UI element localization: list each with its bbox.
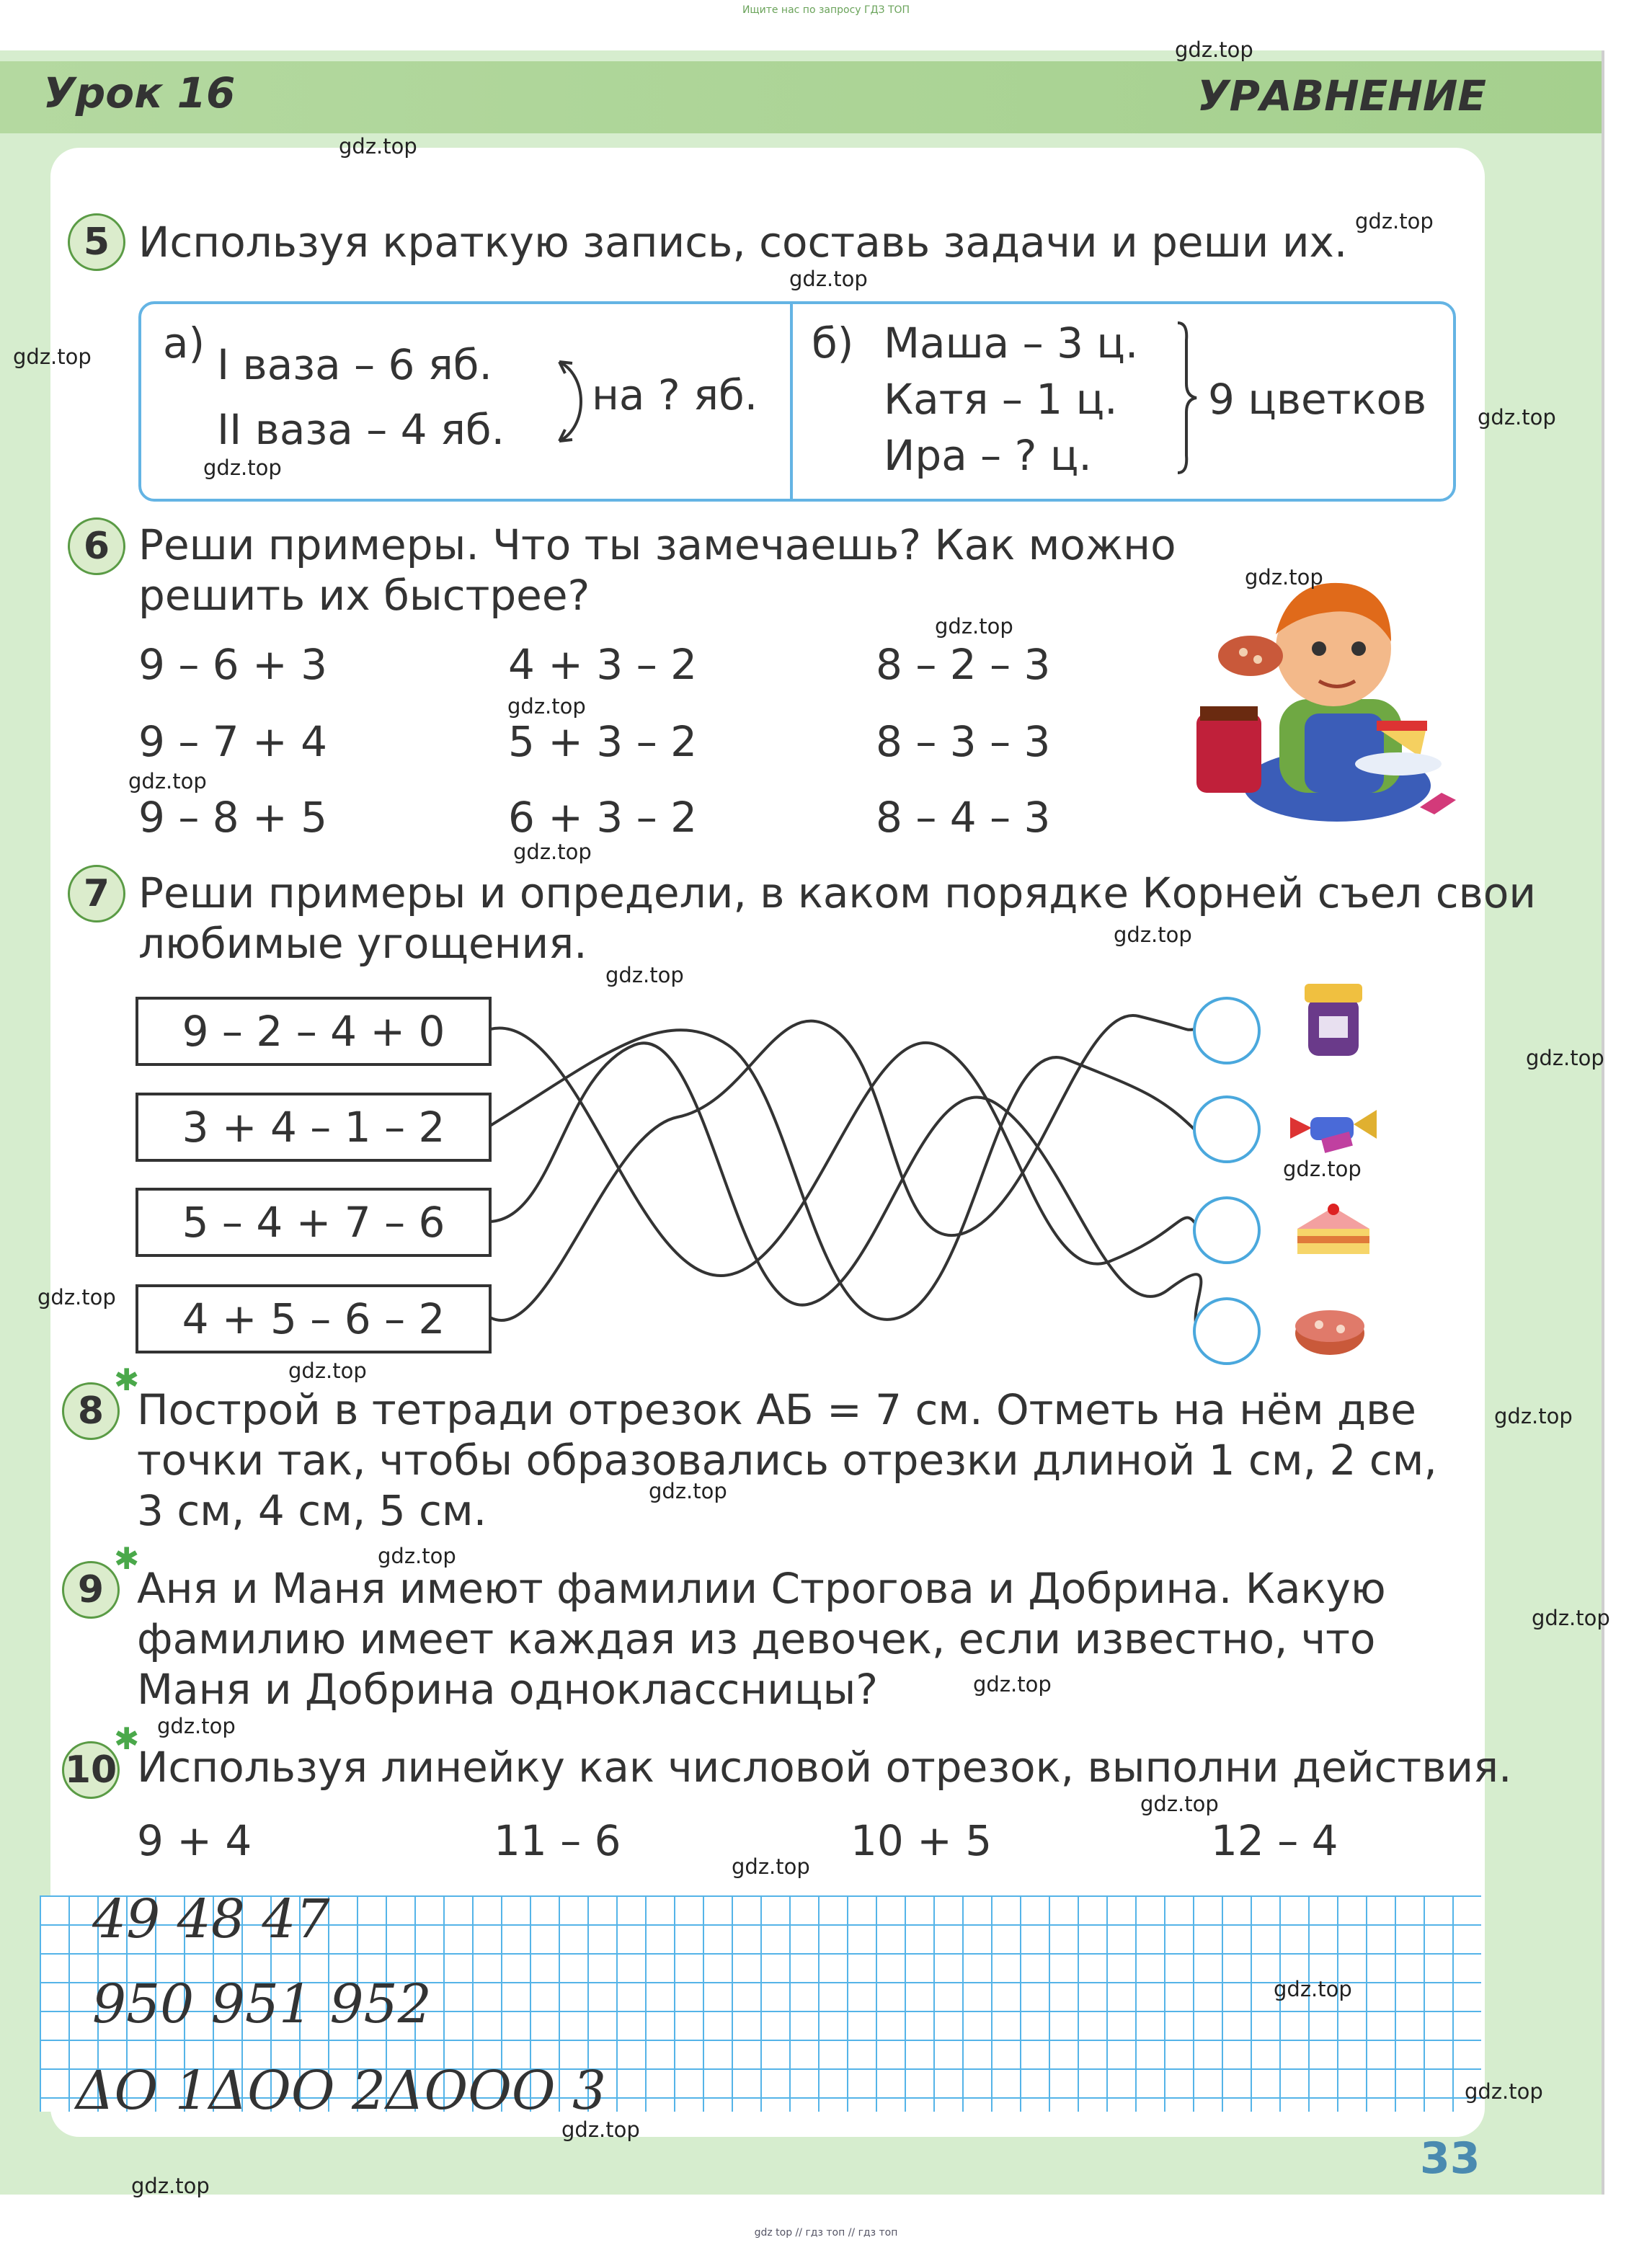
watermark: gdz.top — [507, 694, 586, 719]
bottom-watermark-note: gdz top // гдз топ // гдз топ — [754, 2227, 898, 2239]
task8-line3: 3 см, 4 см, 5 см. — [137, 1486, 487, 1535]
answer-circle-4[interactable] — [1193, 1297, 1261, 1365]
lesson-title: Урок 16 — [43, 68, 236, 117]
watermark: gdz.top — [649, 1479, 727, 1503]
task8-line2: точки так, чтобы образовались отрезки длиной 1 см, 2 см, — [137, 1436, 1437, 1485]
watermark: gdz.top — [128, 769, 207, 793]
watermark: gdz.top — [1140, 1792, 1219, 1816]
task8-line1: Построй в тетради отрезок АБ = 7 см. Отметь на нём две — [137, 1385, 1416, 1434]
part-b-label: б) — [812, 319, 854, 368]
watermark: gdz.top — [1355, 209, 1434, 234]
watermark: gdz.top — [288, 1359, 367, 1383]
lesson-header — [0, 61, 1602, 133]
task9-line1: Аня и Маня имеют фамилии Строгова и Добрина. Какую — [137, 1564, 1386, 1613]
expression-box-3: 5 – 4 + 7 – 6 — [136, 1188, 492, 1257]
arrow-brace-icon — [545, 355, 595, 448]
task9-line2: фамилию имеет каждая из девочек, если известно, что — [137, 1614, 1376, 1663]
example-3-3: 8 – 4 – 3 — [876, 793, 1051, 842]
expression-box-1: 9 – 2 – 4 + 0 — [136, 997, 492, 1066]
watermark: gdz.top — [1526, 1046, 1604, 1070]
brief-divider — [790, 304, 793, 499]
task-number-10: 10 — [62, 1741, 120, 1799]
task10-expr-2: 11 – 6 — [494, 1816, 621, 1865]
sausage-icon — [1290, 1297, 1369, 1362]
handwritten-row-1: 49 48 47 — [92, 1888, 330, 1950]
watermark: gdz.top — [1175, 37, 1253, 62]
total-flowers: 9 цветков — [1208, 375, 1427, 424]
task6-text-line1: Реши примеры. Что ты замечаешь? Как можно — [138, 520, 1176, 569]
task6-text-line2: решить их быстрее? — [138, 571, 590, 620]
curly-brace-icon — [1172, 319, 1201, 477]
tangled-lines-maze — [490, 987, 1211, 1362]
answer-circle-1[interactable] — [1193, 997, 1261, 1064]
page-number: 33 — [1420, 2133, 1480, 2184]
task7-text-line1: Реши примеры и определи, в каком порядке Корней съел свои — [138, 868, 1537, 917]
watermark: gdz.top — [1114, 923, 1192, 947]
watermark: gdz.top — [935, 614, 1013, 639]
expression-box-2: 3 + 4 – 1 – 2 — [136, 1093, 492, 1162]
cake-icon — [1290, 1196, 1377, 1268]
task10-text: Используя линейку как числовой отрезок, выполни действия. — [137, 1743, 1512, 1792]
example-2-2: 5 + 3 – 2 — [508, 717, 698, 766]
star-icon: ✱ — [114, 1721, 140, 1756]
handwritten-row-2: 950 951 952 — [92, 1973, 432, 2035]
watermark: gdz.top — [203, 455, 282, 480]
watermark: gdz.top — [605, 963, 684, 987]
watermark: gdz.top — [1465, 2079, 1543, 2104]
watermark: gdz.top — [1478, 405, 1556, 430]
task-number-7: 7 — [68, 865, 125, 923]
watermark: gdz.top — [339, 134, 417, 159]
example-1-2: 9 – 7 + 4 — [138, 717, 328, 766]
example-1-1: 9 – 6 + 3 — [138, 640, 328, 689]
katya-line: Катя – 1 ц. — [884, 375, 1118, 424]
masha-line: Маша – 3 ц. — [884, 319, 1139, 368]
watermark: gdz.top — [973, 1672, 1052, 1697]
star-icon: ✱ — [114, 1541, 140, 1576]
task5-text: Используя краткую запись, составь задачи и реши их. — [138, 218, 1348, 267]
watermark: gdz.top — [513, 840, 592, 864]
vase1-line: I ваза – 6 яб. — [217, 340, 492, 389]
expression-box-4: 4 + 5 – 6 – 2 — [136, 1284, 492, 1353]
watermark: gdz.top — [37, 1285, 116, 1310]
handwritten-row-3: ΔO 1ΔOO 2ΔOOO 3 — [76, 2060, 607, 2122]
watermark: gdz.top — [13, 344, 92, 369]
vase2-line: II ваза – 4 яб. — [217, 405, 505, 454]
star-icon: ✱ — [114, 1362, 140, 1397]
brief-record-box — [138, 301, 1456, 502]
task10-expr-1: 9 + 4 — [137, 1816, 252, 1865]
watermark: gdz.top — [157, 1714, 236, 1738]
top-watermark-note: Ищите нас по запросу ГДЗ ТОП — [742, 4, 910, 16]
candy-icon — [1283, 1095, 1384, 1160]
example-3-2: 8 – 3 – 3 — [876, 717, 1051, 766]
watermark: gdz.top — [1245, 565, 1323, 590]
watermark: gdz.top — [732, 1854, 810, 1879]
watermark: gdz.top — [1532, 1606, 1610, 1630]
task7-text-line2: любимые угощения. — [138, 919, 587, 968]
topic-title: УРАВНЕНИЕ — [1196, 71, 1486, 120]
jam-jar-icon — [1297, 977, 1369, 1063]
part-a-label: а) — [163, 319, 205, 368]
watermark: gdz.top — [1274, 1977, 1352, 2001]
difference-question: на ? яб. — [592, 370, 758, 419]
task-number-5: 5 — [68, 213, 125, 271]
task-number-8: 8 — [62, 1382, 120, 1440]
task10-expr-3: 10 + 5 — [851, 1816, 992, 1865]
watermark: gdz.top — [561, 2117, 640, 2142]
example-3-1: 8 – 2 – 3 — [876, 640, 1051, 689]
task-number-9: 9 — [62, 1561, 120, 1619]
answer-circle-2[interactable] — [1193, 1095, 1261, 1163]
example-1-3: 9 – 8 + 5 — [138, 793, 328, 842]
task9-line3: Маня и Добрина одноклассницы? — [137, 1665, 879, 1714]
task10-expr-4: 12 – 4 — [1211, 1816, 1338, 1865]
watermark: gdz.top — [131, 2174, 210, 2198]
korney-boy-illustration — [1182, 548, 1463, 836]
watermark: gdz.top — [1494, 1404, 1573, 1428]
watermark: gdz.top — [378, 1544, 456, 1568]
answer-circle-3[interactable] — [1193, 1196, 1261, 1264]
ira-line: Ира – ? ц. — [884, 431, 1092, 480]
task-number-6: 6 — [68, 517, 125, 575]
watermark: gdz.top — [789, 267, 868, 291]
watermark: gdz.top — [1283, 1157, 1362, 1181]
example-2-1: 4 + 3 – 2 — [508, 640, 698, 689]
example-2-3: 6 + 3 – 2 — [508, 793, 698, 842]
